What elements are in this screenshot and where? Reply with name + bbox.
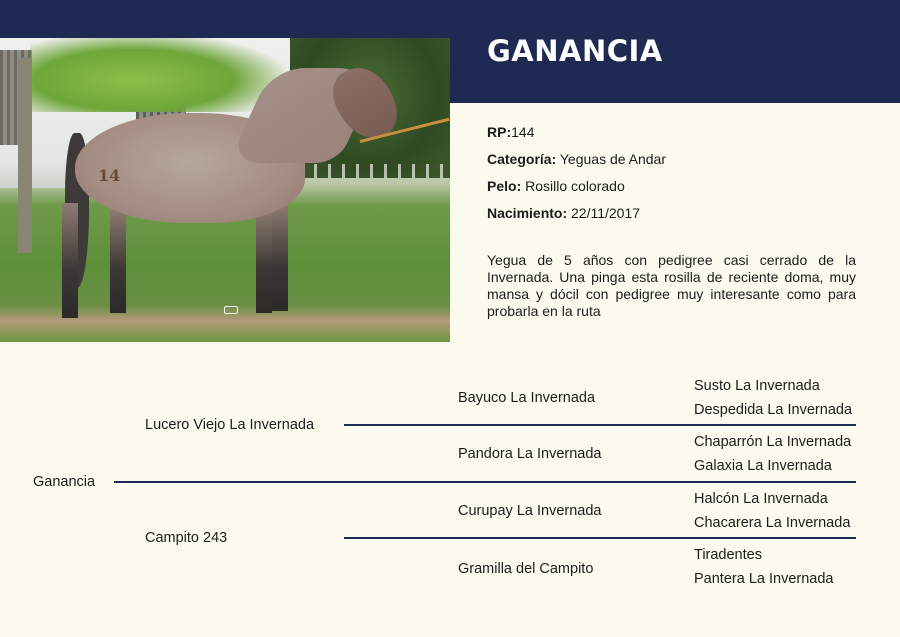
- detail-label: RP:: [487, 124, 512, 140]
- horse-leg: [272, 203, 288, 311]
- pedigree-sire-sire: Bayuco La Invernada: [458, 390, 596, 406]
- horse-details: [487, 123, 857, 231]
- pedigree-sss: Susto La Invernada: [694, 378, 820, 394]
- brand-mark: 14: [98, 166, 121, 185]
- photo-watermark: [200, 306, 262, 315]
- pedigree-ddd: Pantera La Invernada: [694, 571, 834, 587]
- pedigree-sire-dam: Pandora La Invernada: [458, 446, 602, 462]
- detail-label: Pelo:: [487, 178, 522, 194]
- pedigree-line-dam: [344, 537, 856, 539]
- detail-value: Rosillo colorado: [525, 178, 625, 194]
- detail-value: 144: [511, 124, 535, 140]
- pedigree-ssd: Despedida La Invernada: [694, 402, 853, 418]
- detail-value: 22/11/2017: [571, 205, 641, 221]
- photo-fence: [300, 164, 450, 178]
- photo-palm-leaves: [30, 38, 290, 112]
- detail-nacimiento: [487, 204, 857, 231]
- pedigree-sds: Chaparrón La Invernada: [694, 434, 852, 450]
- detail-value: Yeguas de Andar: [559, 151, 667, 167]
- horse-leg: [62, 203, 78, 318]
- pedigree-dsd: Chacarera La Invernada: [694, 515, 851, 531]
- pedigree-sdd: Galaxia La Invernada: [694, 458, 832, 474]
- horse-leg: [110, 208, 126, 313]
- detail-label: Nacimiento:: [487, 205, 568, 221]
- detail-label: Categoría:: [487, 151, 557, 167]
- horse-photo: [0, 38, 450, 342]
- horse-leg: [256, 208, 272, 313]
- pedigree-dss: Halcón La Invernada: [694, 491, 828, 507]
- photo-palm-trunk: [18, 58, 32, 253]
- pedigree-dam-dam: Gramilla del Campito: [458, 561, 594, 577]
- detail-pelo: [487, 177, 857, 204]
- watermark-logo-icon: [224, 306, 238, 314]
- pedigree-sire: Lucero Viejo La Invernada: [145, 417, 315, 433]
- detail-rp: [487, 123, 857, 150]
- pedigree-dam: Campito 243: [145, 530, 228, 546]
- title-block: [450, 0, 900, 103]
- horse-description: Yegua de 5 años con pedigree casi cerrado de la Invernada. Una pinga esta rosilla de reciente doma, muy mansa y dócil con pedigree muy interesante como para probarla en la ruta: [487, 252, 856, 319]
- pedigree-dam-sire: Curupay La Invernada: [458, 503, 602, 519]
- detail-categoria: [487, 150, 857, 177]
- pedigree-dds: Tiradentes: [694, 547, 762, 563]
- pedigree-line-sire: [344, 424, 856, 426]
- page-title: GANANCIA: [487, 34, 663, 68]
- pedigree-line-subject: [114, 481, 856, 483]
- pedigree-subject: Ganancia: [33, 474, 96, 490]
